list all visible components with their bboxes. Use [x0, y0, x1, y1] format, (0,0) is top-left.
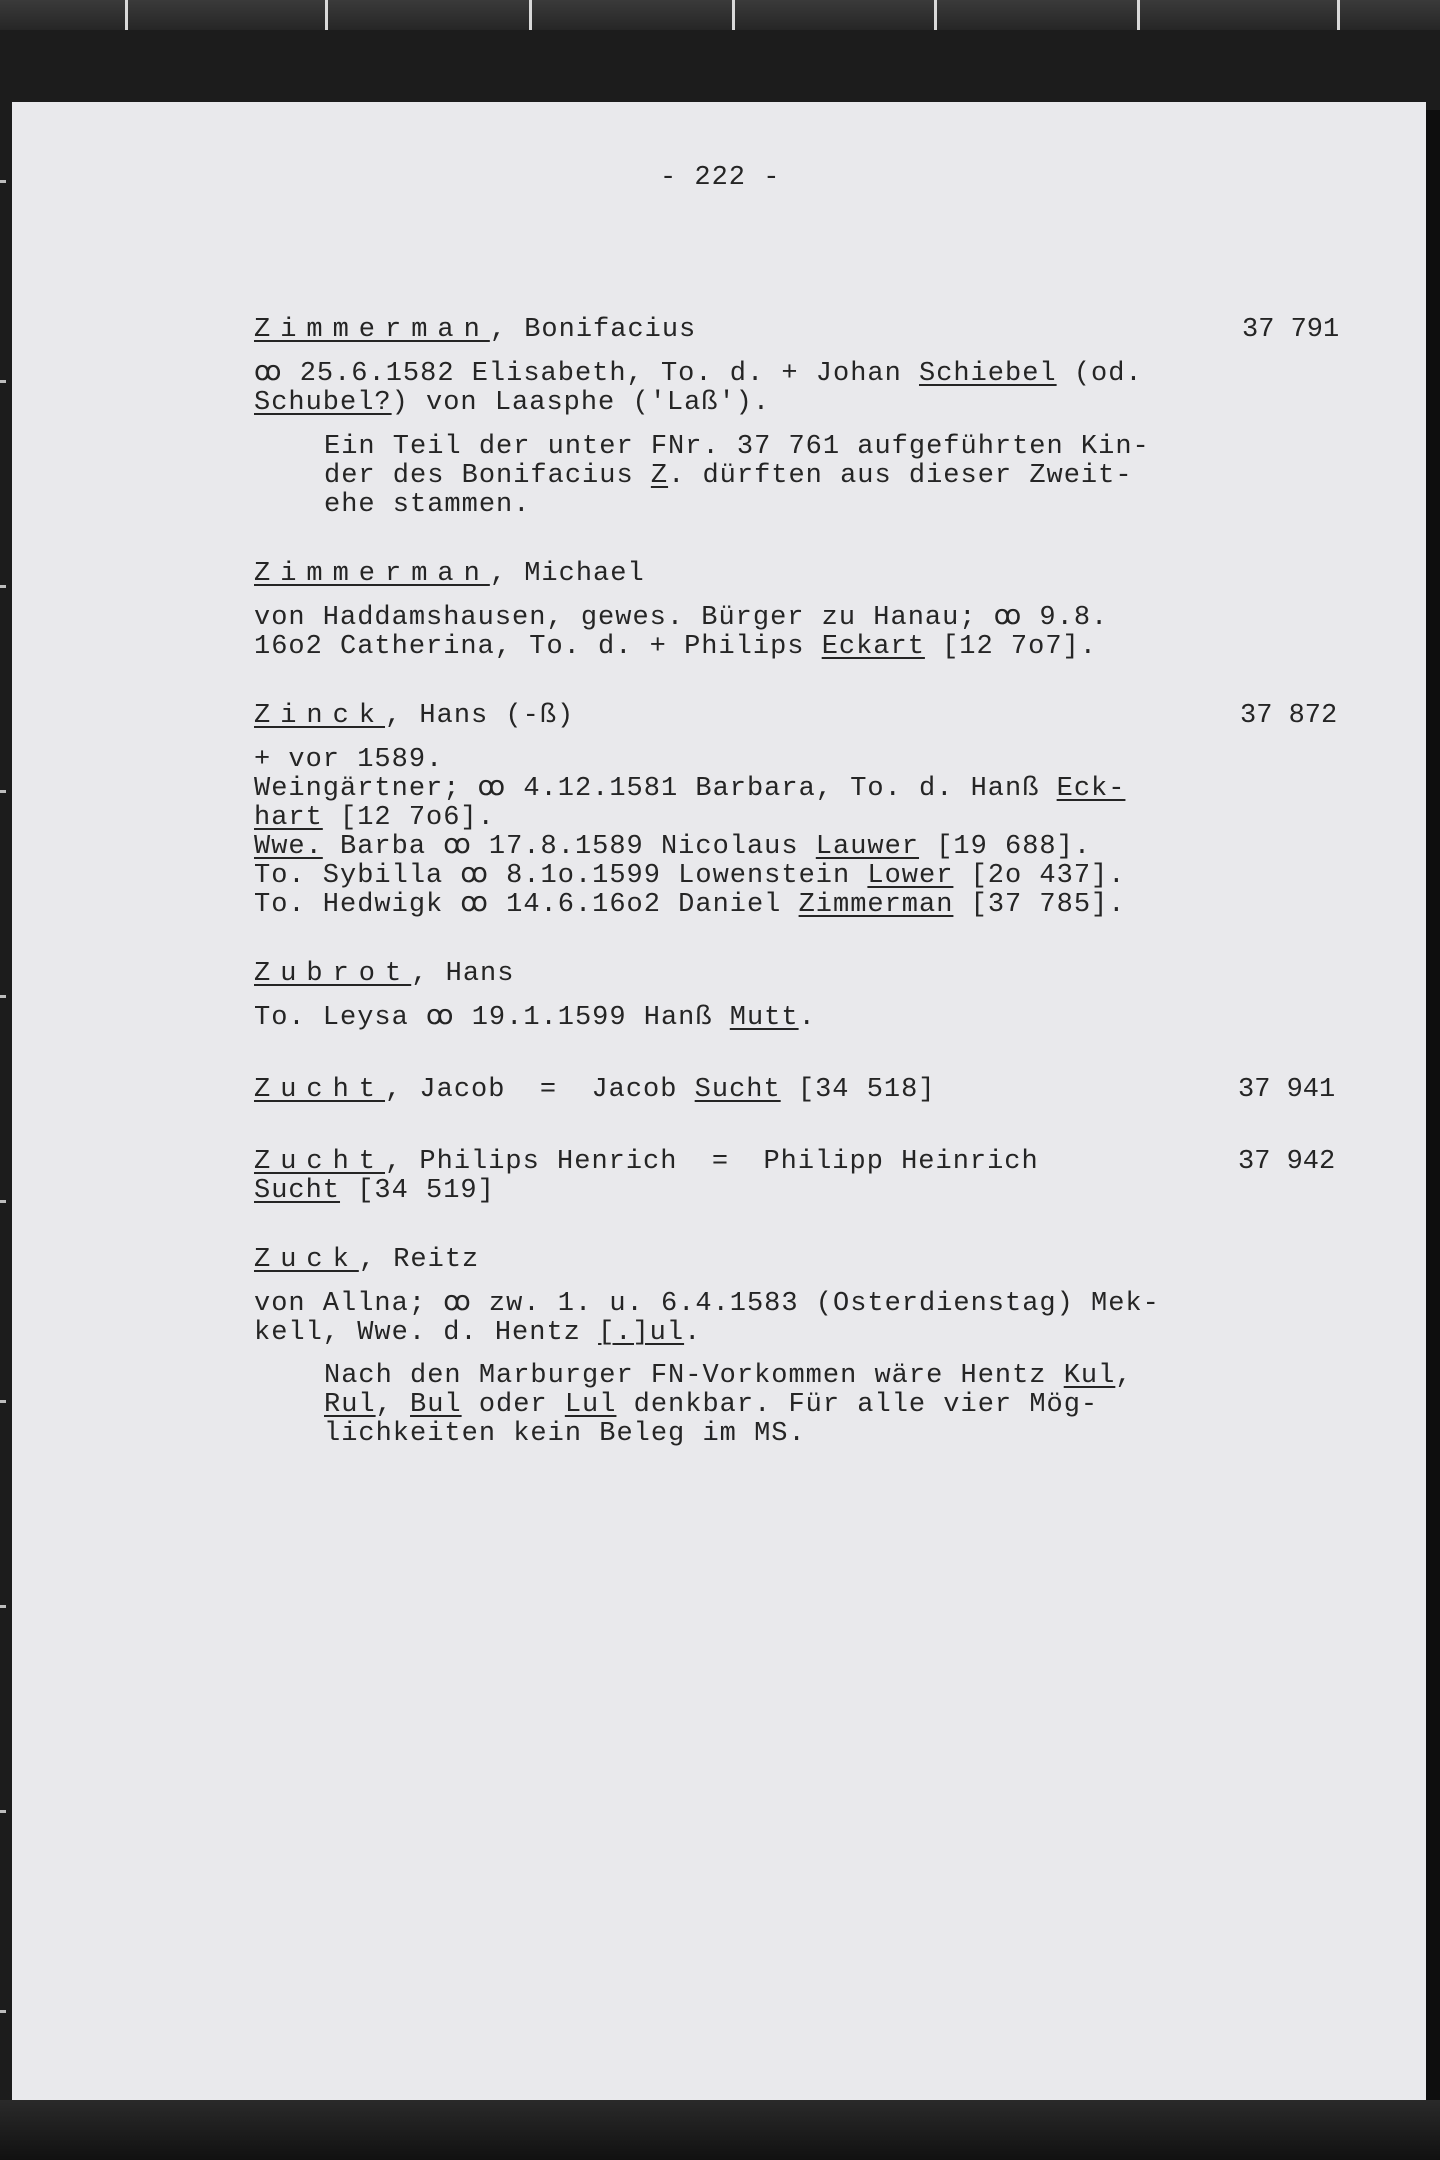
- entry-given-name: , Michael: [489, 559, 645, 589]
- underlined-name: hart: [254, 803, 323, 833]
- entry-surname: Zubrot: [254, 959, 412, 989]
- text-segment: [37 785].: [953, 890, 1126, 920]
- text-segment: von Haddamshausen, gewes. Bürger zu Hanau; ꝏ 9.8.: [254, 603, 1109, 633]
- family-number: 37 872: [1240, 701, 1338, 731]
- entry-note-line: [324, 1420, 806, 1449]
- entry-surname: Zinck: [254, 701, 386, 731]
- film-side-mark: [0, 380, 6, 383]
- film-side-mark: [0, 1605, 6, 1608]
- underlined-name: Sucht: [694, 1075, 781, 1105]
- text-segment: ) von Laasphe ('Laß').: [391, 388, 771, 418]
- entry-heading: [254, 1076, 936, 1105]
- film-side-mark: [0, 1810, 6, 1813]
- film-side-mark: [0, 180, 6, 183]
- text-segment: To. Leysa ꝏ 19.1.1599 Hanß: [254, 1003, 730, 1033]
- underlined-name: Schubel?: [254, 388, 392, 418]
- text-segment: denkbar. Für alle vier Mög-: [616, 1390, 1099, 1420]
- underlined-name: Lauwer: [815, 832, 920, 862]
- text-segment: To. Sybilla ꝏ 8.1o.1599 Lowenstein: [254, 861, 868, 891]
- entry-given-name: , Hans: [411, 959, 515, 989]
- entry-surname: Zucht: [254, 1075, 386, 1105]
- text-segment: ehe stammen.: [324, 490, 531, 520]
- entry-line: [254, 804, 495, 833]
- entry-given-name: , Bonifacius: [489, 315, 697, 345]
- entry-line: [254, 1290, 1160, 1319]
- text-segment: [34 518]: [780, 1075, 936, 1105]
- text-segment: [2o 437].: [953, 861, 1126, 891]
- entry-line: [254, 633, 1097, 662]
- entry-note-line: [324, 462, 1133, 491]
- entry-note-line: [324, 491, 530, 520]
- entry-line: [254, 891, 1125, 920]
- document-page: [12, 102, 1426, 2100]
- underlined-name: Z: [650, 461, 669, 491]
- underlined-name: Lower: [867, 861, 954, 891]
- entry-note-line: [324, 433, 1150, 462]
- underlined-name: Zimmerman: [798, 890, 954, 920]
- text-segment: der des Bonifacius: [324, 461, 651, 491]
- text-segment: ,: [1115, 1361, 1133, 1391]
- text-segment: (od.: [1056, 359, 1143, 389]
- film-side-mark: [0, 2010, 6, 2013]
- entry-line: [254, 1177, 495, 1206]
- entry-surname: Zucht: [254, 1147, 386, 1177]
- text-segment: 16o2 Catherina, To. d. + Philips: [254, 632, 822, 662]
- entry-heading: [254, 560, 645, 589]
- underlined-name: Kul: [1063, 1361, 1116, 1391]
- text-segment: Nach den Marburger FN-Vorkommen wäre Hentz: [324, 1361, 1064, 1391]
- text-segment: ,: [375, 1390, 411, 1420]
- text-segment: [34 519]: [340, 1176, 495, 1206]
- underlined-name: Sucht: [254, 1176, 341, 1206]
- film-side-mark: [0, 995, 6, 998]
- entry-heading: [254, 1148, 1039, 1177]
- underlined-name: Rul: [324, 1390, 376, 1420]
- family-number: 37 791: [1242, 315, 1340, 345]
- family-number: 37 942: [1238, 1147, 1336, 1177]
- film-tick: [732, 0, 735, 30]
- film-side-mark: [0, 1400, 6, 1403]
- film-side-mark: [0, 790, 6, 793]
- entry-surname: Zuck: [254, 1245, 359, 1275]
- text-segment: Barba ꝏ 17.8.1589 Nicolaus: [322, 832, 816, 862]
- film-strip-bottom: [0, 2100, 1440, 2160]
- underlined-name: [.]ul: [598, 1318, 685, 1348]
- entry-note-line: [324, 1362, 1133, 1391]
- entry-given-name: , Jacob = Jacob: [385, 1075, 695, 1105]
- film-strip-top: [0, 0, 1440, 30]
- underlined-name: Lul: [564, 1390, 617, 1420]
- text-segment: lichkeiten kein Beleg im MS.: [324, 1419, 806, 1449]
- entry-line: [254, 604, 1108, 633]
- entry-given-name: , Reitz: [358, 1245, 480, 1275]
- entry-given-name: , Hans (-ß): [385, 701, 575, 731]
- film-tick: [1337, 0, 1340, 30]
- text-segment: + vor 1589.: [254, 745, 444, 775]
- underlined-name: Eck-: [1056, 774, 1126, 804]
- underlined-name: Schiebel: [919, 359, 1057, 389]
- page-shadow-edge: [1426, 110, 1440, 2100]
- entry-surname: Zimmerman: [254, 315, 490, 345]
- text-segment: Weingärtner; ꝏ 4.12.1581 Barbara, To. d. Hanß: [254, 774, 1057, 804]
- text-segment: [12 7o6].: [322, 803, 495, 833]
- entry-line: [254, 360, 1143, 389]
- entry-note-line: [324, 1391, 1098, 1420]
- entry-heading: [254, 1246, 479, 1275]
- film-tick: [125, 0, 128, 30]
- entry-given-name: , Philips Henrich = Philipp Heinrich: [385, 1147, 1039, 1177]
- film-tick: [529, 0, 532, 30]
- film-tick: [934, 0, 937, 30]
- text-segment: [19 688].: [919, 832, 1092, 862]
- text-segment: To. Hedwigk ꝏ 14.6.16o2 Daniel: [254, 890, 799, 920]
- underlined-name: Bul: [410, 1390, 462, 1420]
- text-segment: Ein Teil der unter FNr. 37 761 aufgeführten Kin-: [324, 432, 1150, 462]
- film-side-mark: [0, 585, 6, 588]
- entry-heading: [254, 960, 514, 989]
- underlined-name: Eckart: [821, 632, 925, 662]
- text-segment: kell, Wwe. d. Hentz: [254, 1318, 599, 1348]
- text-segment: oder: [461, 1390, 565, 1420]
- family-number: 37 941: [1238, 1075, 1336, 1105]
- entry-heading: [254, 316, 696, 345]
- text-segment: von Allna; ꝏ zw. 1. u. 6.4.1583 (Osterdienstag) Mek-: [254, 1289, 1160, 1319]
- text-segment: ꝏ 25.6.1582 Elisabeth, To. d. + Johan: [254, 359, 919, 389]
- entry-line: [254, 746, 443, 775]
- film-tick: [325, 0, 328, 30]
- entry-heading: [254, 702, 574, 731]
- entry-line: [254, 1004, 816, 1033]
- underlined-name: Wwe.: [254, 832, 323, 862]
- text-segment: [12 7o7].: [924, 632, 1097, 662]
- text-segment: . dürften aus dieser Zweit-: [668, 461, 1133, 491]
- entry-surname: Zimmerman: [254, 559, 490, 589]
- text-segment: .: [798, 1003, 816, 1033]
- page-number: - 222 -: [660, 163, 781, 193]
- underlined-name: Mutt: [729, 1003, 799, 1033]
- film-side-mark: [0, 1200, 6, 1203]
- text-segment: .: [684, 1318, 702, 1348]
- entry-line: [254, 862, 1125, 891]
- entry-line: [254, 1319, 701, 1348]
- entry-line: [254, 389, 770, 418]
- entry-line: [254, 833, 1091, 862]
- film-tick: [1137, 0, 1140, 30]
- entry-line: [254, 775, 1125, 804]
